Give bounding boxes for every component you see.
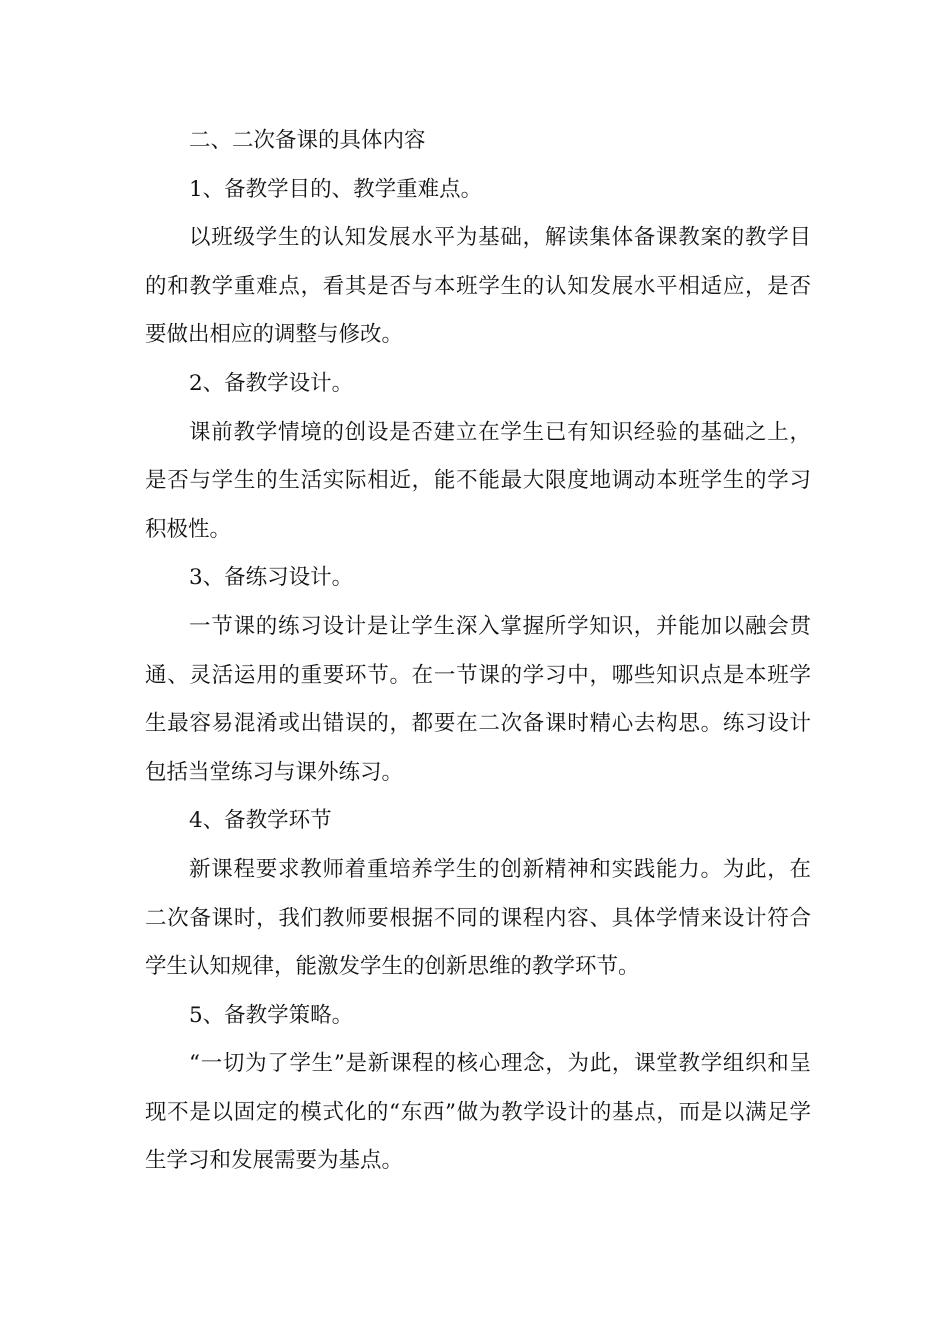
item-4-paragraph: 新课程要求教师着重培养学生的创新精神和实践能力。为此，在二次备课时，我们教师要根据不同的课程内容、具体学情来设计符合学生认知规律，能激发学生的创新思维的教学环节。 [145, 856, 811, 980]
document-body [145, 117, 811, 1186]
item-1-heading: 1、备教学目的、教学重难点。 [189, 176, 483, 202]
item-3-heading: 3、备练习设计。 [189, 565, 354, 591]
item-3-paragraph: 一节课的练习设计是让学生深入掌握所学知识，并能加以融会贯通、灵活运用的重要环节。在一节课的学习中，哪些知识点是本班学生最容易混淆或出错误的，都要在二次备课时精心去构思。练习设计包括当堂练习与课外练习。 [145, 613, 811, 785]
item-4-heading: 4、备教学环节 [189, 808, 332, 834]
section-title: 二、二次备课的具体内容 [189, 128, 426, 153]
item-1-paragraph: 以班级学生的认知发展水平为基础，解读集体备课教案的教学目的和教学重难点，看其是否与本班学生的认知发展水平相适应，是否要做出相应的调整与修改。 [145, 225, 811, 348]
item-5-paragraph: “一切为了学生”是新课程的核心理念，为此，课堂教学组织和呈现不是以固定的模式化的“东西”做为教学设计的基点，而是以满足学生学习和发展需要为基点。 [145, 1051, 811, 1174]
item-2-paragraph: 课前教学情境的创设是否建立在学生已有知识经验的基础之上，是否与学生的生活实际相近，能不能最大限度地调动本班学生的学习积极性。 [145, 419, 811, 542]
item-5-heading: 5、备教学策略。 [189, 1002, 354, 1028]
item-2-heading: 2、备教学设计。 [189, 370, 354, 396]
